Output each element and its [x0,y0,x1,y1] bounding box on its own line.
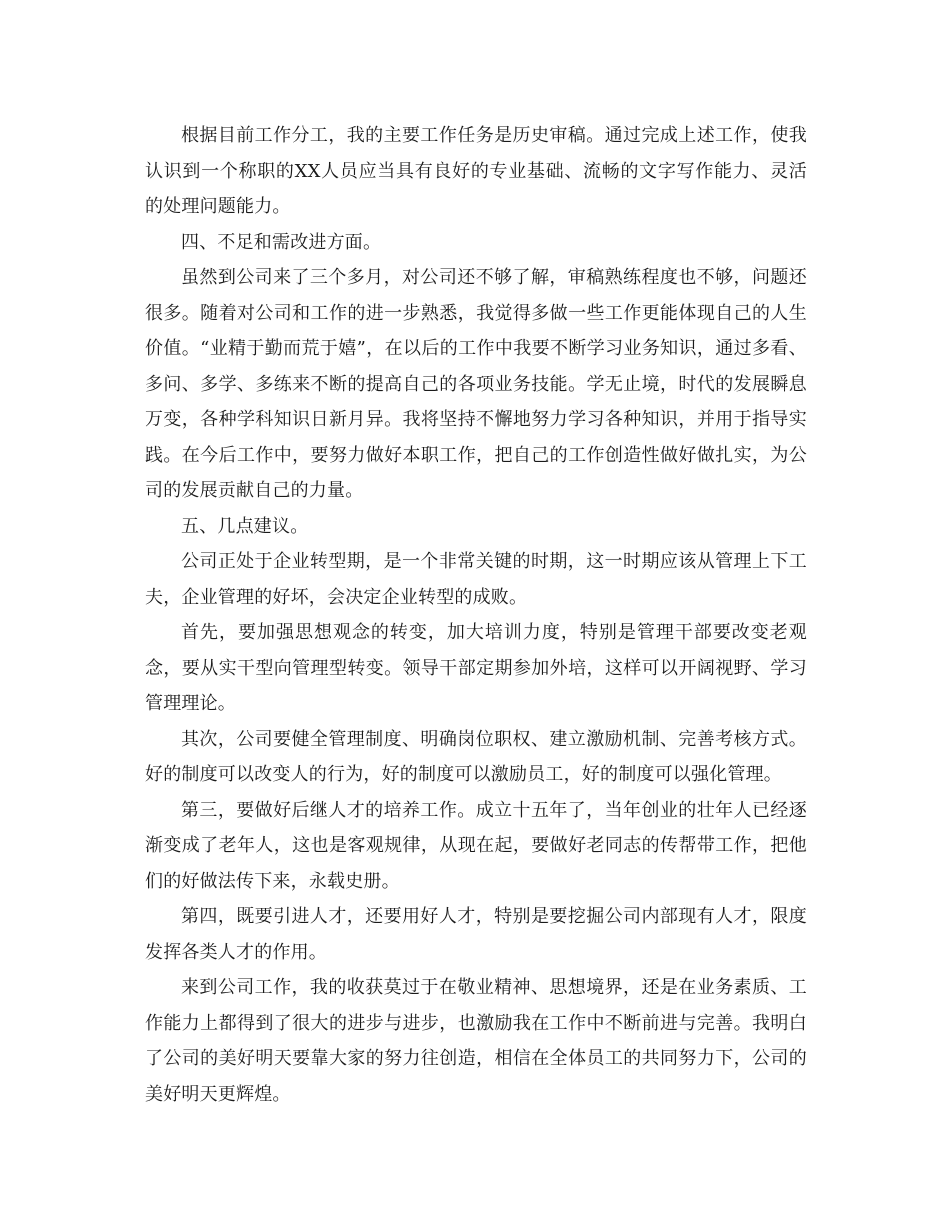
heading-shortcomings: 四、不足和需改进方面。 [181,231,382,253]
paragraph-conclusion: 来到公司工作，我的收获莫过于在敬业精神、思想境界，还是在业务素质、工作能力上都得到了很大的进步与进步，也激励我在工作中不断前进与完善。我明白了公司的美好明天要靠大家的努力往创造，相信在全体员工的共同努力下，公司的美好明天更辉煌。 [145,977,807,1105]
document-body [145,118,807,1112]
heading-suggestions: 五、几点建议。 [181,515,309,537]
paragraph-shortcomings: 虽然到公司来了三个多月，对公司还不够了解，审稿熟练程度也不够，问题还很多。随着对公司和工作的进一步熟悉，我觉得多做一些工作更能体现自己的人生价值。“业精于勤而荒于嬉”，在以后的工作中我要不断学习业务知识，通过多看、多问、多学、多练来不断的提高自己的各项业务技能。学无止境，时代的发展瞬息万变，各种学科知识日新月异。我将坚持不懈地努力学习各种知识，并用于指导实践。在今后工作中，要努力做好本职工作，把自己的工作创造性做好做扎实，为公司的发展贡献自己的力量。 [145,267,807,501]
paragraph-second-suggestion: 其次，公司要健全管理制度、明确岗位职权、建立激励机制、完善考核方式。好的制度可以改变人的行为，好的制度可以激励员工，好的制度可以强化管理。 [145,728,807,785]
paragraph-transition-period: 公司正处于企业转型期，是一个非常关键的时期，这一时期应该从管理上下工夫，企业管理的好坏，会决定企业转型的成败。 [145,551,807,608]
paragraph-work-division: 根据目前工作分工，我的主要工作任务是历史审稿。通过完成上述工作，使我认识到一个称职的XX人员应当具有良好的专业基础、流畅的文字写作能力、灵活的处理问题能力。 [145,125,807,217]
paragraph-third-suggestion: 第三，要做好后继人才的培养工作。成立十五年了，当年创业的壮年人已经逐渐变成了老年人，这也是客观规律，从现在起，要做好老同志的传帮带工作，把他们的好做法传下来，永载史册。 [145,799,807,892]
paragraph-fourth-suggestion: 第四，既要引进人才，还要用好人才，特别是要挖掘公司内部现有人才，限度发挥各类人才的作用。 [145,906,807,963]
paragraph-first-suggestion: 首先，要加强思想观念的转变，加大培训力度，特别是管理干部要改变老观念，要从实干型向管理型转变。领导干部定期参加外培，这样可以开阔视野、学习管理理论。 [145,622,807,714]
